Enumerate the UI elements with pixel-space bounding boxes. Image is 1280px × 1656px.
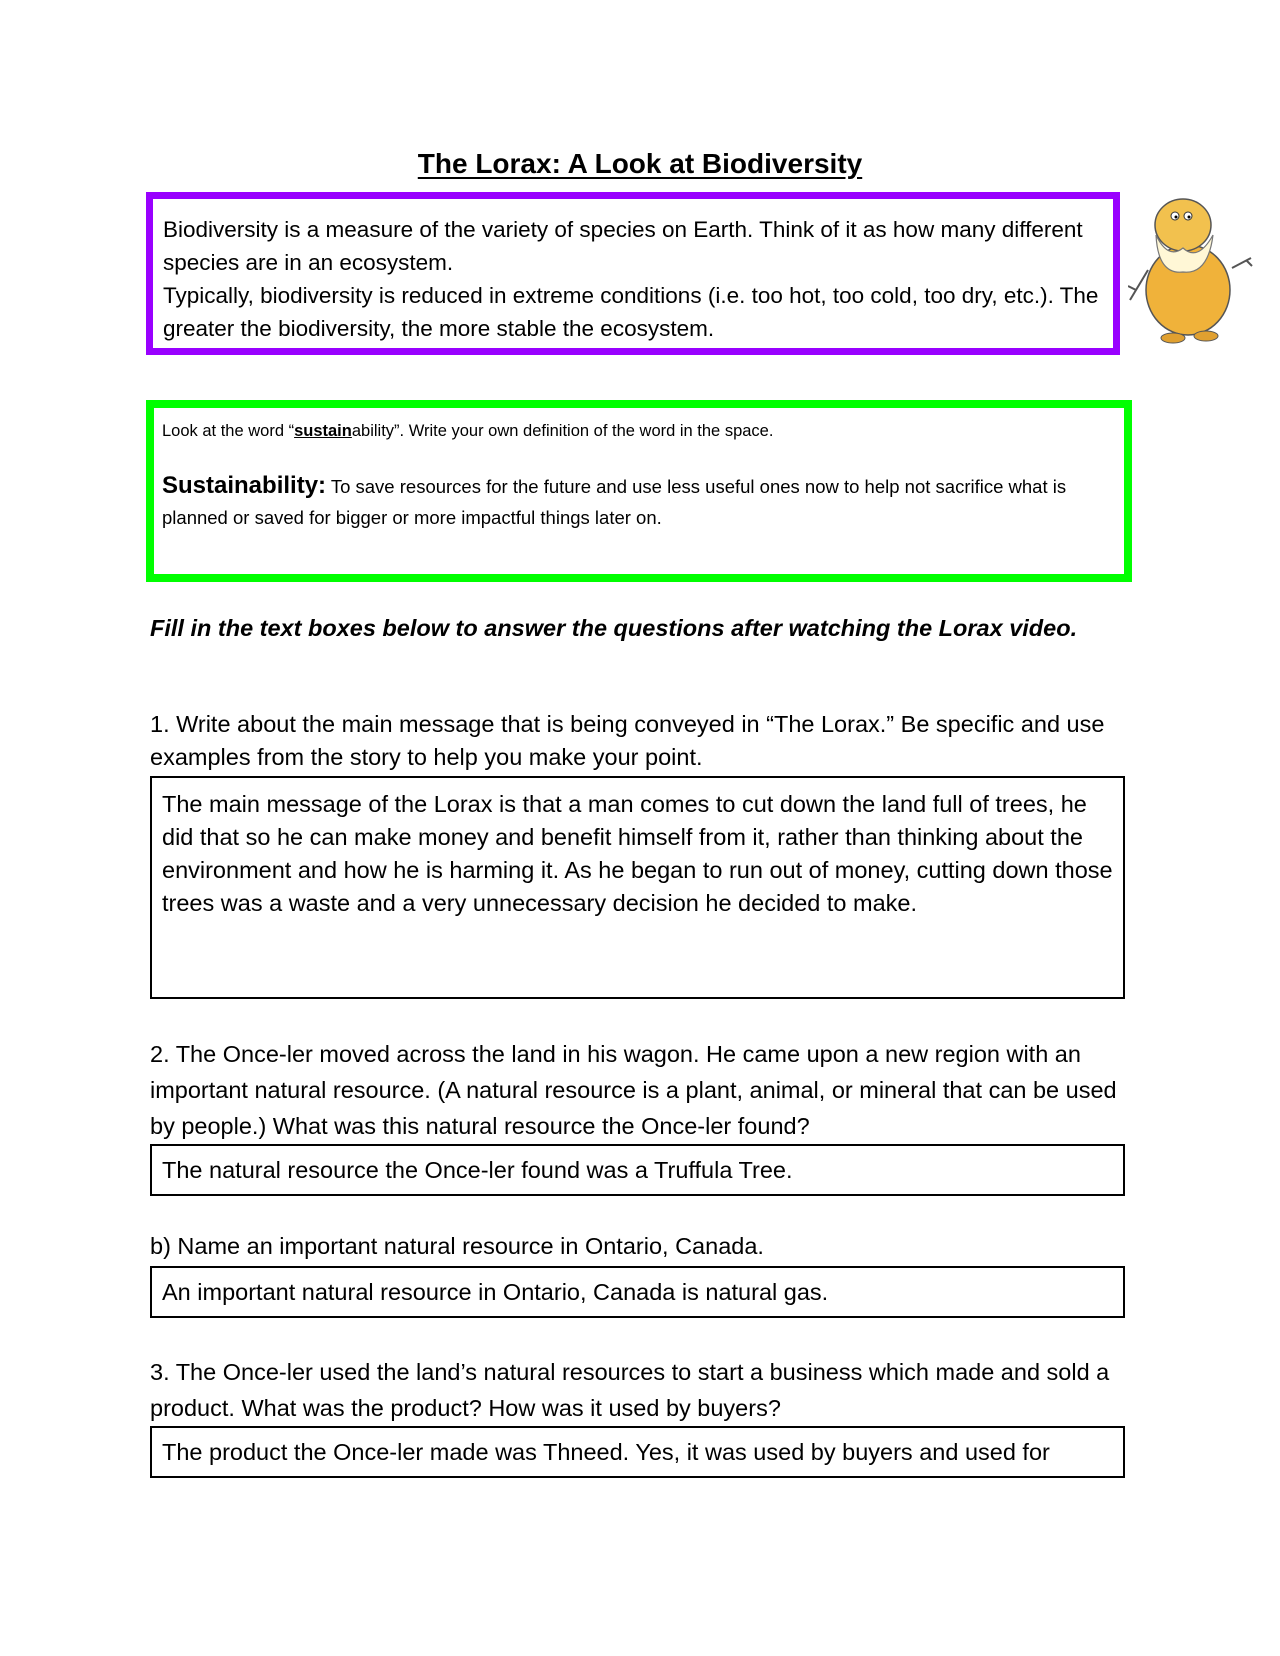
sustainability-definition: To save resources for the future and use less useful ones now to help not sacrifice what is planned or saved for bigger or more impactful things later on. — [162, 476, 1067, 528]
instructions: Fill in the text boxes below to answer the questions after watching the Lorax video. — [150, 615, 1078, 641]
sustainability-prompt: Look at the word “sustainability”. Write your own definition of the word in the space. — [162, 422, 774, 440]
sustainability-answer[interactable] — [162, 470, 1110, 533]
answer-3-box[interactable]: The product the Once-ler made was Thneed. Yes, it was used by buyers and used for — [150, 1426, 1125, 1478]
sustainability-label: Sustainability: — [162, 472, 327, 499]
answer-2b-box[interactable]: An important natural resource in Ontario, Canada is natural gas. — [150, 1266, 1125, 1318]
answer-1-box[interactable]: The main message of the Lorax is that a man comes to cut down the land full of trees, he did that so he can make money and benefit himself from it, rather than thinking about the environment and how he is harming it. As he began to run out of money, cutting down those trees was a waste and a very unnecessary decision he decided to make. — [150, 776, 1125, 999]
question-3: 3. The Once-ler used the land’s natural resources to start a business which made and sold a product. What was the product? How was it used by buyers? — [150, 1359, 1110, 1421]
biodiversity-box — [146, 192, 1120, 355]
answer-2-box[interactable]: The natural resource the Once-ler found was a Truffula Tree. — [150, 1144, 1125, 1196]
biodiversity-note: Typically, biodiversity is reduced in extreme conditions (i.e. too hot, too cold, too dry, etc.). The greater the biodiversity, the more stable the ecosystem. — [163, 283, 1099, 341]
sustainability-box — [146, 400, 1132, 582]
biodiversity-definition: Biodiversity is a measure of the variety of species on Earth. Think of it as how many different species are in an ecosystem. — [163, 217, 1083, 275]
question-1: 1. Write about the main message that is being conveyed in “The Lorax.” Be specific and use examples from the story to help you make your point. — [150, 711, 1105, 770]
page-title: The Lorax: A Look at Biodiversity — [417, 148, 863, 179]
question-2: 2. The Once-ler moved across the land in his wagon. He came upon a new region with an important natural resource. (A natural resource is a plant, animal, or mineral that can be used by people.) What was this natural resource the Once-ler found? — [150, 1041, 1117, 1139]
lorax-illustration — [1128, 190, 1253, 350]
question-2b: b) Name an important natural resource in Ontario, Canada. — [150, 1233, 764, 1259]
